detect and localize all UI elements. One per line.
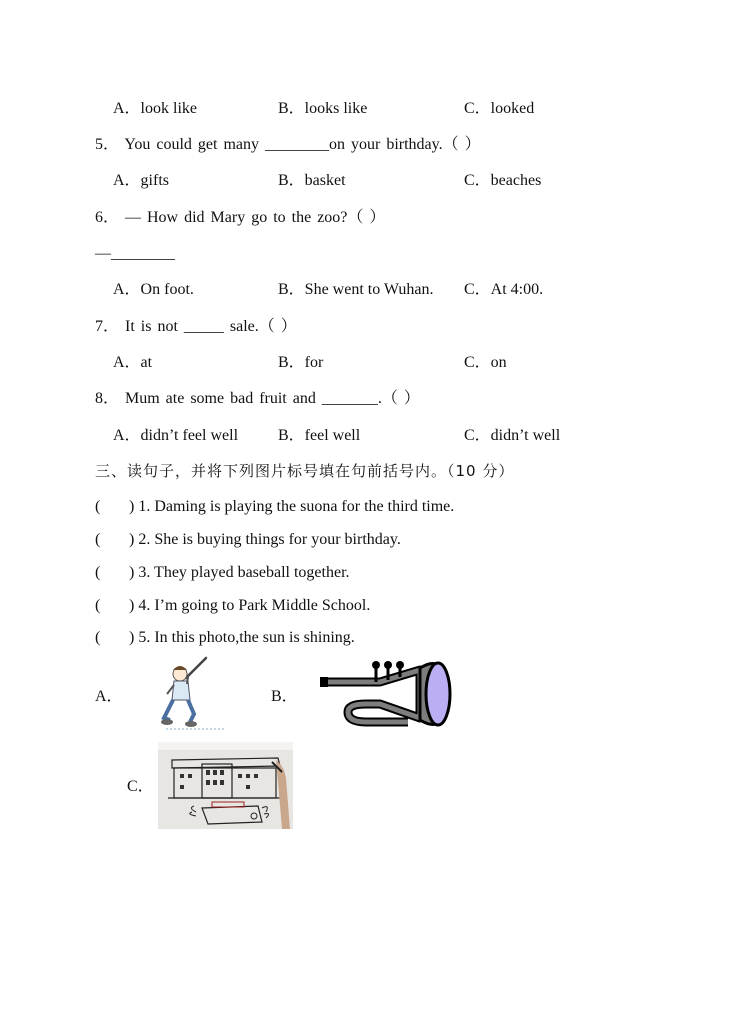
q7-option-c: C．on bbox=[464, 354, 507, 371]
q4-option-b: B．looks like bbox=[278, 100, 368, 117]
picture-label-c: C． bbox=[127, 778, 154, 795]
q7-stem: 7． It is not _____ sale.（ ） bbox=[95, 318, 297, 335]
q6-option-b: B．She went to Wuhan. bbox=[278, 281, 434, 298]
picture-label-b: B． bbox=[271, 688, 298, 705]
q8-option-a: A．didn’t feel well bbox=[113, 427, 239, 444]
q6-option-a: A．On foot. bbox=[113, 281, 194, 298]
item-4-text: ) 4. I’m going to Park Middle School. bbox=[129, 597, 371, 614]
item-2-bracket: ( bbox=[95, 531, 101, 548]
q6-option-c: C．At 4:00. bbox=[464, 281, 544, 298]
q8-stem: 8． Mum ate some bad fruit and _______.（ ） bbox=[95, 390, 420, 407]
item-5-bracket: ( bbox=[95, 629, 101, 646]
q6-answer-line: —________ bbox=[95, 245, 175, 262]
q5-option-a: A．gifts bbox=[113, 172, 170, 189]
baseball-player-image bbox=[158, 656, 228, 732]
q7-option-a: A．at bbox=[113, 354, 153, 371]
item-3-bracket: ( bbox=[95, 564, 101, 581]
section-3-title: 三、读句子，并将下列图片标号填在句前括号内。（10 分） bbox=[95, 462, 515, 480]
item-1-text: ) 1. Daming is playing the suona for the third time. bbox=[129, 498, 455, 515]
suona-image bbox=[320, 660, 456, 728]
item-5-text: ) 5. In this photo,the sun is shining. bbox=[129, 629, 355, 646]
item-1-bracket: ( bbox=[95, 498, 101, 515]
picture-label-a: A． bbox=[95, 688, 123, 705]
q4-option-a: A．look like bbox=[113, 100, 197, 117]
q4-option-c: C．looked bbox=[464, 100, 535, 117]
q5-option-c: C．beaches bbox=[464, 172, 542, 189]
q8-option-b: B．feel well bbox=[278, 427, 361, 444]
item-3-text: ) 3. They played baseball together. bbox=[129, 564, 350, 581]
item-2-text: ) 2. She is buying things for your birthday. bbox=[129, 531, 401, 548]
q5-stem: 5． You could get many ________on your birthday.（ ） bbox=[95, 136, 481, 153]
q7-option-b: B．for bbox=[278, 354, 324, 371]
q8-option-c: C．didn’t well bbox=[464, 427, 561, 444]
q5-option-b: B．basket bbox=[278, 172, 346, 189]
q6-stem: 6． — How did Mary go to the zoo?（ ） bbox=[95, 209, 386, 226]
item-4-bracket: ( bbox=[95, 597, 101, 614]
school-sketch-image bbox=[158, 742, 293, 829]
